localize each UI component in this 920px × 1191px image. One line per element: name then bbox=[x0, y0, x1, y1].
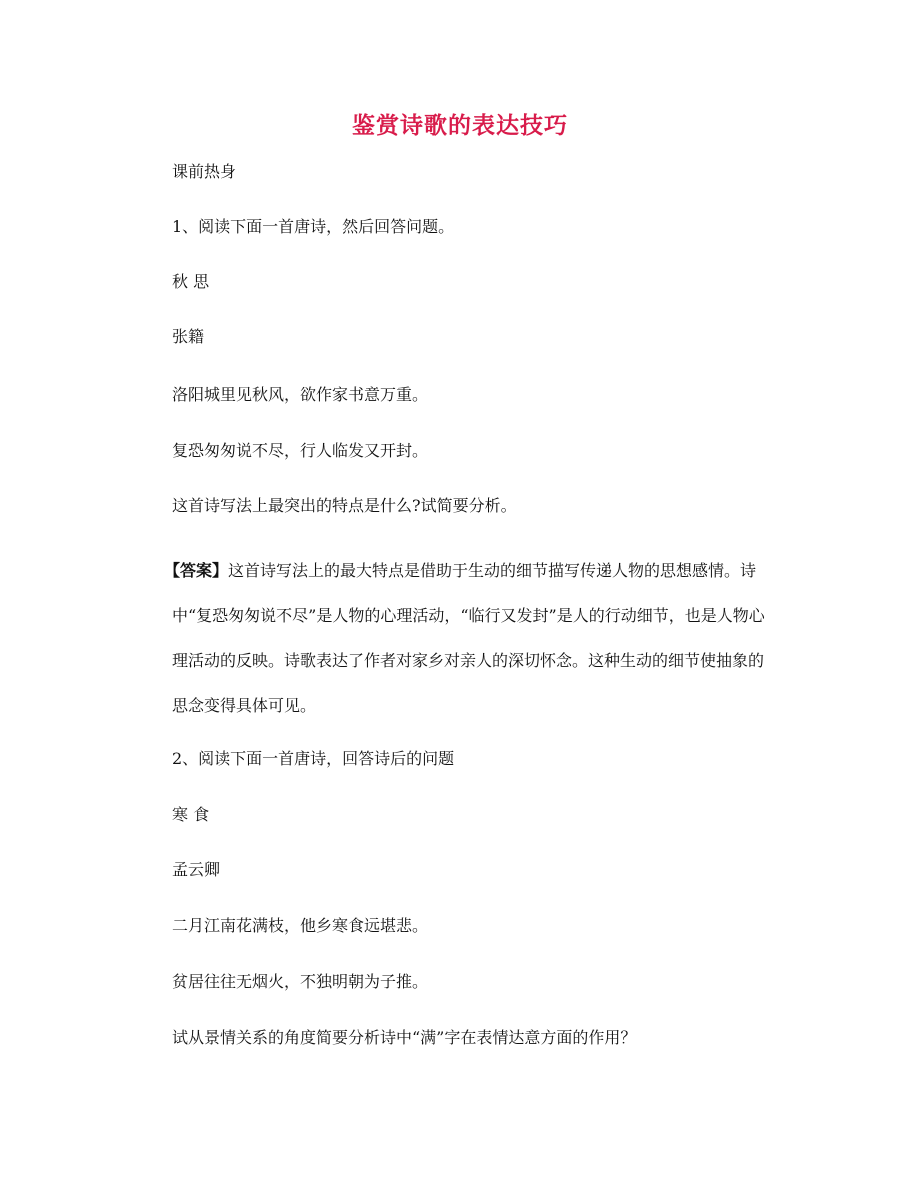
poem-1-line-1: 洛阳城里见秋风，欲作家书意万重。 bbox=[172, 385, 429, 404]
poem-2-line-1: 二月江南花满枝，他乡寒食远堪悲。 bbox=[172, 916, 429, 935]
answer-paragraph bbox=[164, 548, 777, 728]
question-2-prompt: 2、阅读下面一首唐诗，回答诗后的问题 bbox=[172, 749, 455, 768]
poem-2-author: 孟云卿 bbox=[172, 860, 221, 879]
answer-label: 【答案】 bbox=[164, 561, 229, 580]
poem-1-title: 秋 思 bbox=[172, 272, 210, 291]
poem-2-line-2: 贫居往往无烟火，不独明朝为子推。 bbox=[172, 972, 429, 991]
question-1-prompt: 1、阅读下面一首唐诗，然后回答问题。 bbox=[172, 217, 455, 236]
poem-1-author: 张籍 bbox=[172, 327, 205, 346]
section-heading-warmup: 课前热身 bbox=[172, 162, 237, 181]
answer-text: 这首诗写法上的最大特点是借助于生动的细节描写传递人物的思想感情。诗中“复恐匆匆说不尽”是人物的心理活动，“临行又发封”是人的行动细节，也是人物心理活动的反映。诗歌表达了作者对家乡对亲人的深切怀念。这种生动的细节使抽象的思念变得具体可见。 bbox=[172, 561, 765, 715]
question-2-ask: 试从景情关系的角度简要分析诗中“满”字在表情达意方面的作用？ bbox=[172, 1028, 637, 1047]
poem-2-title: 寒 食 bbox=[172, 805, 210, 824]
question-1-ask: 这首诗写法上最突出的特点是什么?试简要分析。 bbox=[172, 496, 517, 515]
poem-1-line-2: 复恐匆匆说不尽，行人临发又开封。 bbox=[172, 441, 429, 460]
document-title: 鉴赏诗歌的表达技巧 bbox=[352, 113, 568, 139]
